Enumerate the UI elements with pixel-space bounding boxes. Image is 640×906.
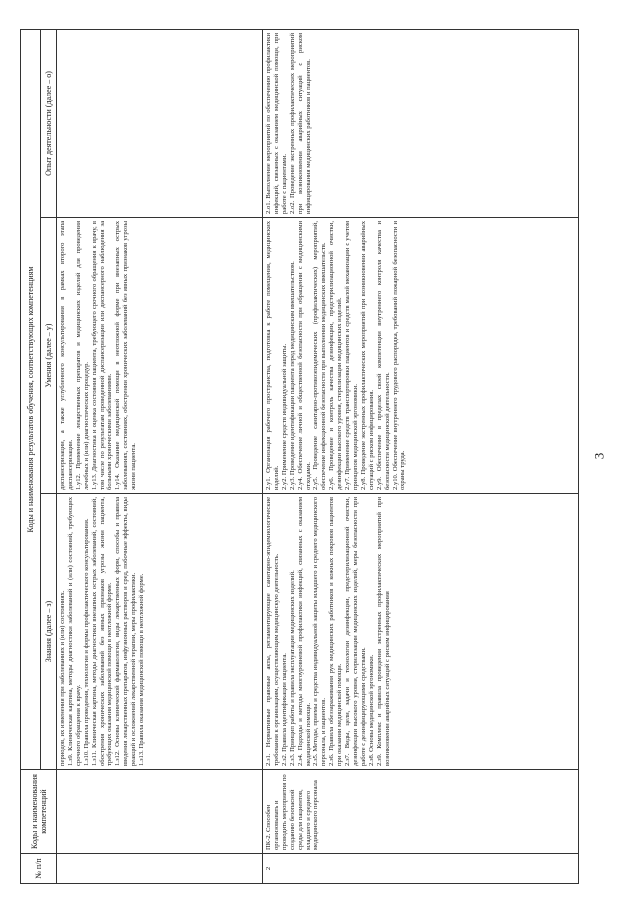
row-experience: 2.о1. Выполнение мероприятий по обеспечению профилактики инфекций, связанных с оказанием медицинской помощи, при работе с пациентами. 2.о2. Проведение экстренных профилактических мероприятий при возникновении аварийных ситуаций с риском инфицирования медицинских работников и пациентов. xyxy=(263,30,579,218)
rotated-table-wrapper xyxy=(20,30,578,884)
table-row xyxy=(263,30,579,884)
header-group: Коды и наименования результатов обучения, соответствующих компетенциям xyxy=(21,30,41,770)
row-knowledge: периодов, их изменения при заболеваниях и (или) состояниях. 1.з9. Клиническая картина, методы диагностики заболеваний и (или) состояний, требующих срочного обращения к врачу. 1.з10. Правила проведения, технологии и формы профилактического консультирования. 1.з11. Клиническая картина, методы диагностики внезапных острых заболеваний, состояний, обострения хронических заболеваний без явных признаков угрозы жизни пациента, требующих оказания медицинской помощи в неотложной форме. 1.з12. Основы клинической фармакологии, виды лекарственных форм, способы и правила введения лекарственных препаратов, инфузионных растворов и сред, побочные эффекты, виды реакций и осложнений лекарственной терапии, меры профилактики. 1.з13. Правила оказания медицинской помощи в неотложной форме. xyxy=(57,494,263,770)
header-row xyxy=(21,30,41,884)
row-code: ПК-2. Способен организовывать и проводить мероприятия по созданию безопасной среды для пациентов, младшего и среднего медицинского персонала xyxy=(263,770,579,854)
row-num: 2 xyxy=(263,854,579,884)
header-skills: Умения (далее – у) xyxy=(41,218,57,494)
header-experience: Опыт деятельности (далее – о) xyxy=(41,30,57,218)
row-code xyxy=(57,770,263,854)
row-skills: диспансеризации, а также углубленного консультирования в рамках второго этапа диспансеризации. 1.у12. Применение лекарственных препаратов и медицинских изделий для проведения лечебных и (или) диагностических процедур. 1.у13. Диагностика и оценка состояния пациента, требующего срочного обращения к врачу, в том числе по результатам проведенной диспансеризации или диспансерного наблюдения за больными хроническими заболеваниями. 1.у14. Оказание медицинской помощи в неотложной форме при внезапных острых заболеваниях, состояниях, обострении хронических заболеваний без явных признаков угрозы жизни пациента. xyxy=(57,218,263,494)
row-num xyxy=(57,854,263,884)
competency-table xyxy=(20,29,579,884)
header-code: Коды и наименования компетенций xyxy=(21,770,57,854)
table-row xyxy=(57,30,263,884)
page-number: 3 xyxy=(591,452,607,460)
row-experience xyxy=(57,30,263,218)
header-num: № п/п xyxy=(21,854,57,884)
header-knowledge: Знания (далее – з) xyxy=(41,494,57,770)
row-knowledge: 2.з1. Нормативные правовые акты, регламентирующие санитарно-эпидемиологические требования к организациям, осуществляющим медицинскую деятельность. 2.з2. Правила идентификации пациента. 2.з3. Принцип работы и правила эксплуатации медицинских изделий. 2.з4. Подходы и методы многоуровневой профилактики инфекций, связанных с оказанием медицинской помощи. 2.з5. Методы, приемы и средства индивидуальной защиты младшего и среднего медицинского персонала, и пациентов. 2.з6. Правила обеззараживания рук медицинских работников и кожных покровов пациентов при оказании медицинской помощи. 2.з7. Виды, цели, задачи и технологии дезинфекции, предстерилизационной очистки, дезинфекции высокого уровня, стерилизации медицинских изделий, меры безопасности при работе с дезинфицирующими средствами. 2.з8. Основы медицинской эргономики. 2.з9. Комплекс и правила проведения экстренных профилактических мероприятий при возникновении аварийных ситуаций с риском инфицирования xyxy=(263,494,579,770)
subheader-row xyxy=(41,30,57,884)
row-skills: 2.у1. Организация рабочего пространства, подготовка к работе помещения, медицинских изделий. 2.у2. Применение средств индивидуальной защиты. 2.у3. Проведение идентификации пациента перед медицинским вмешательством. 2.у4. Обеспечение личной и общественной безопасности при обращении с медицинскими отходами. 2.у5. Проведение санитарно-противоэпидемических (профилактических) мероприятий, обеспечение инфекционной безопасности при выполнении медицинских вмешательств. 2.у6. Проведение и контроль качества дезинфекции, предстерилизационной очистки, дезинфекции высокого уровня, стерилизации медицинских изделий. 2.у7. Применение средств транспортировки пациентов и средств малой механизации с учетом принципов медицинской эргономики. 2.у8. Проведение экстренных профилактических мероприятий при возникновении аварийных ситуаций с риском инфицирования. 2.у9. Обеспечение в пределах своей компетенции внутреннего контроля качества и безопасности медицинской деятельности. 2.у10. Обеспечение внутреннего трудового распорядка, требований пожарной безопасности и охраны труда. xyxy=(263,218,579,494)
